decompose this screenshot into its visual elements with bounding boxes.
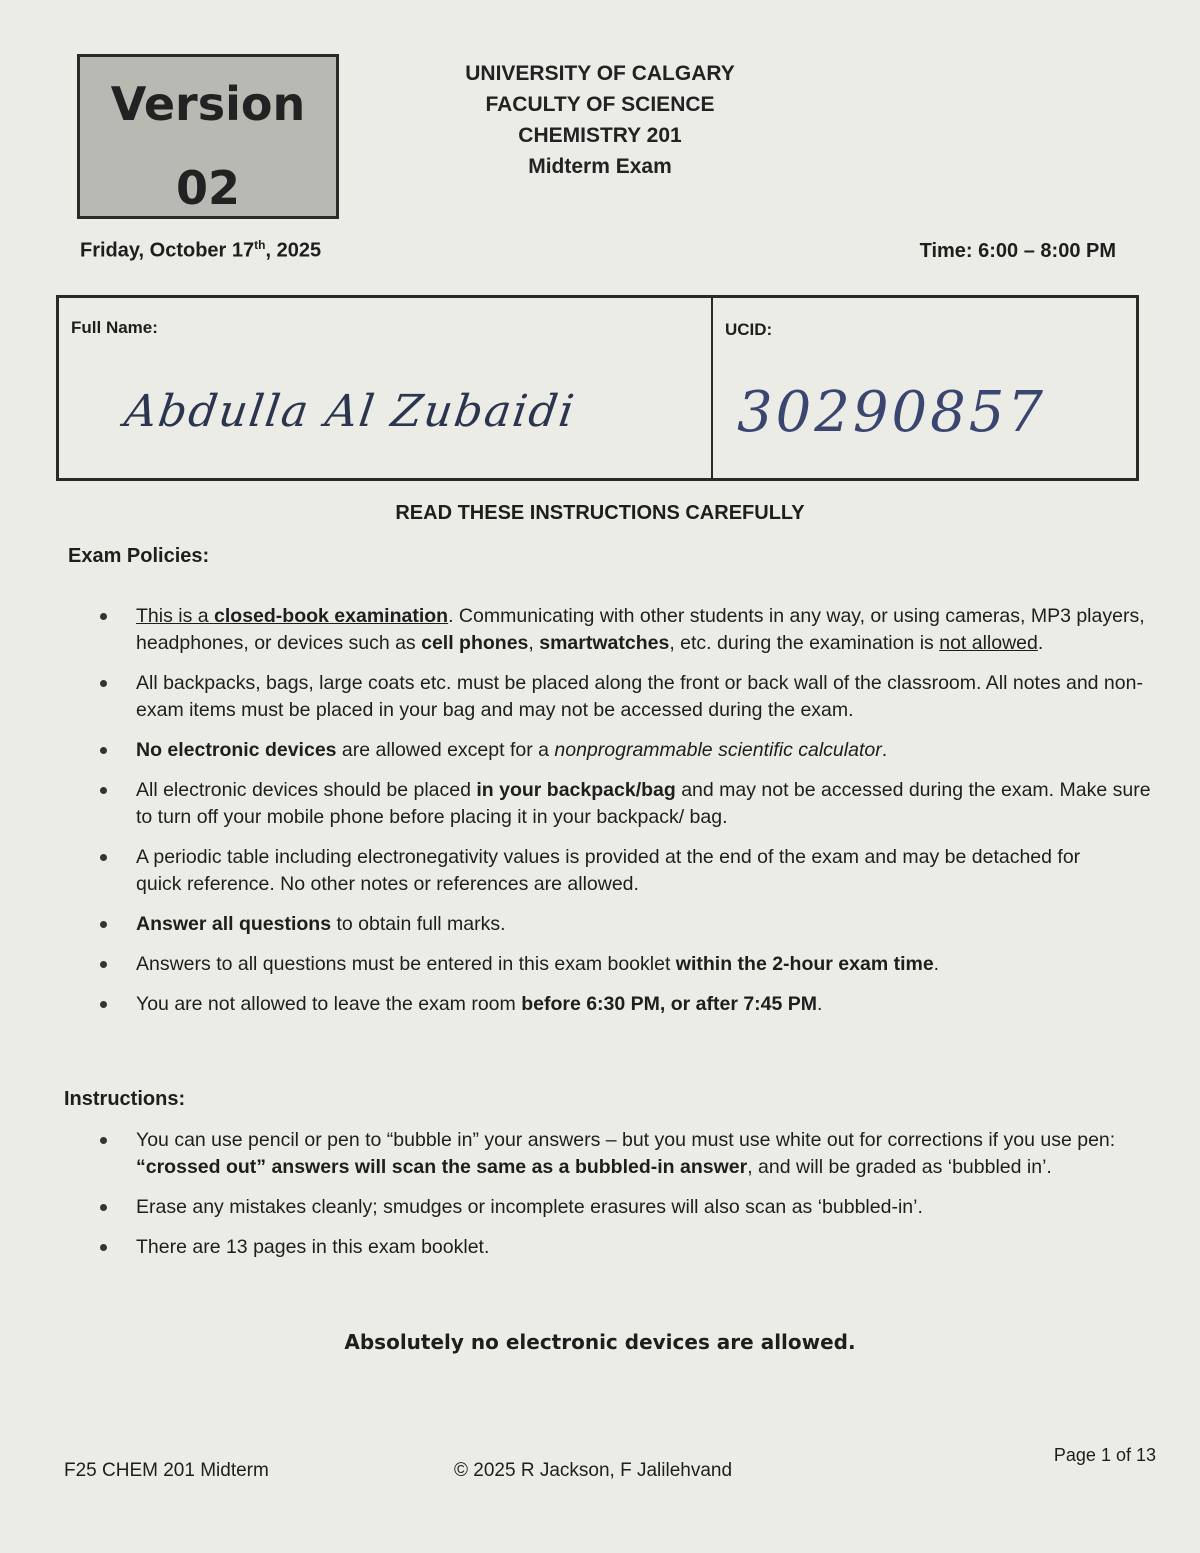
- course-name: CHEMISTRY 201: [518, 124, 682, 147]
- bullet-icon: [100, 613, 107, 620]
- full-name-label: Full Name:: [71, 318, 158, 337]
- bullet-icon: [100, 1204, 107, 1211]
- list-item: All backpacks, bags, large coats etc. must be placed along the front or back wall of the classroom. All notes and non-exam items must be placed in your bag and may not be accessed during the exam.: [100, 670, 1165, 724]
- list-item: A periodic table including electronegativity values is provided at the end of the exam and may be detached for quick reference. No other notes or references are allowed.: [100, 844, 1111, 898]
- footer-course: F25 CHEM 201 Midterm: [64, 1460, 269, 1481]
- exam-time: Time: 6:00 – 8:00 PM: [919, 240, 1116, 262]
- instructions-list: [100, 1127, 1120, 1261]
- list-item: Answers to all questions must be entered in this exam booklet within the 2-hour exam time.: [100, 951, 1165, 978]
- exam-name: Midterm Exam: [528, 155, 672, 178]
- bullet-icon: [100, 787, 107, 794]
- final-notice: Absolutely no electronic devices are allowed.: [344, 1330, 856, 1354]
- list-item: You are not allowed to leave the exam room before 6:30 PM, or after 7:45 PM.: [100, 991, 1165, 1018]
- instructions-title: Instructions:: [64, 1088, 186, 1110]
- ucid-handwritten[interactable]: 30290857: [737, 380, 1047, 445]
- ucid-label: UCID:: [725, 320, 773, 339]
- bullet-icon: [100, 854, 107, 861]
- instructions-heading: READ THESE INSTRUCTIONS CAREFULLY: [395, 502, 805, 524]
- exam-date: Friday, October 17th, 2025: [80, 238, 322, 262]
- university-name: UNIVERSITY OF CALGARY: [465, 62, 735, 85]
- bullet-icon: [100, 747, 107, 754]
- list-item: You can use pencil or pen to “bubble in” your answers – but you must use white out for corrections if you use pen: “crossed out” answers will scan the same as a bubbled-in answer, and will be graded as ‘bubbled in’.: [100, 1127, 1120, 1181]
- list-item: All electronic devices should be placed in your backpack/bag and may not be accessed during the exam. Make sure to turn off your mobile phone before placing it in your backpack/ bag.: [100, 777, 1165, 831]
- list-item: Erase any mistakes cleanly; smudges or incomplete erasures will also scan as ‘bubbled-in’.: [100, 1194, 1120, 1221]
- id-box-divider: [711, 298, 713, 478]
- list-item: No electronic devices are allowed except for a nonprogrammable scientific calculator.: [100, 737, 1165, 764]
- bullet-icon: [100, 1244, 107, 1251]
- footer-page-number: Page 1 of 13: [1053, 1445, 1156, 1465]
- version-box: [77, 54, 339, 219]
- policies-title: Exam Policies:: [68, 545, 210, 567]
- version-label: Version: [110, 77, 306, 131]
- bullet-icon: [100, 680, 107, 687]
- faculty-name: FACULTY OF SCIENCE: [485, 93, 715, 116]
- bullet-icon: [100, 921, 107, 928]
- bullet-icon: [100, 1137, 107, 1144]
- list-item: Answer all questions to obtain full marks.: [100, 911, 1165, 938]
- full-name-handwritten[interactable]: Abdulla Al Zubaidi: [121, 386, 579, 437]
- version-number: 02: [175, 161, 240, 215]
- student-id-box: [56, 295, 1139, 481]
- policies-list: [100, 603, 1165, 1018]
- list-item: There are 13 pages in this exam booklet.: [100, 1234, 1120, 1261]
- exam-header: [400, 58, 800, 182]
- list-item: This is a closed-book examination. Communicating with other students in any way, or using cameras, MP3 players, headphones, or devices such as cell phones, smartwatches, etc. during the examination is not allowed.: [100, 603, 1165, 657]
- bullet-icon: [100, 1001, 107, 1008]
- bullet-icon: [100, 961, 107, 968]
- footer-copyright: © 2025 R Jackson, F Jalilehvand: [454, 1460, 733, 1481]
